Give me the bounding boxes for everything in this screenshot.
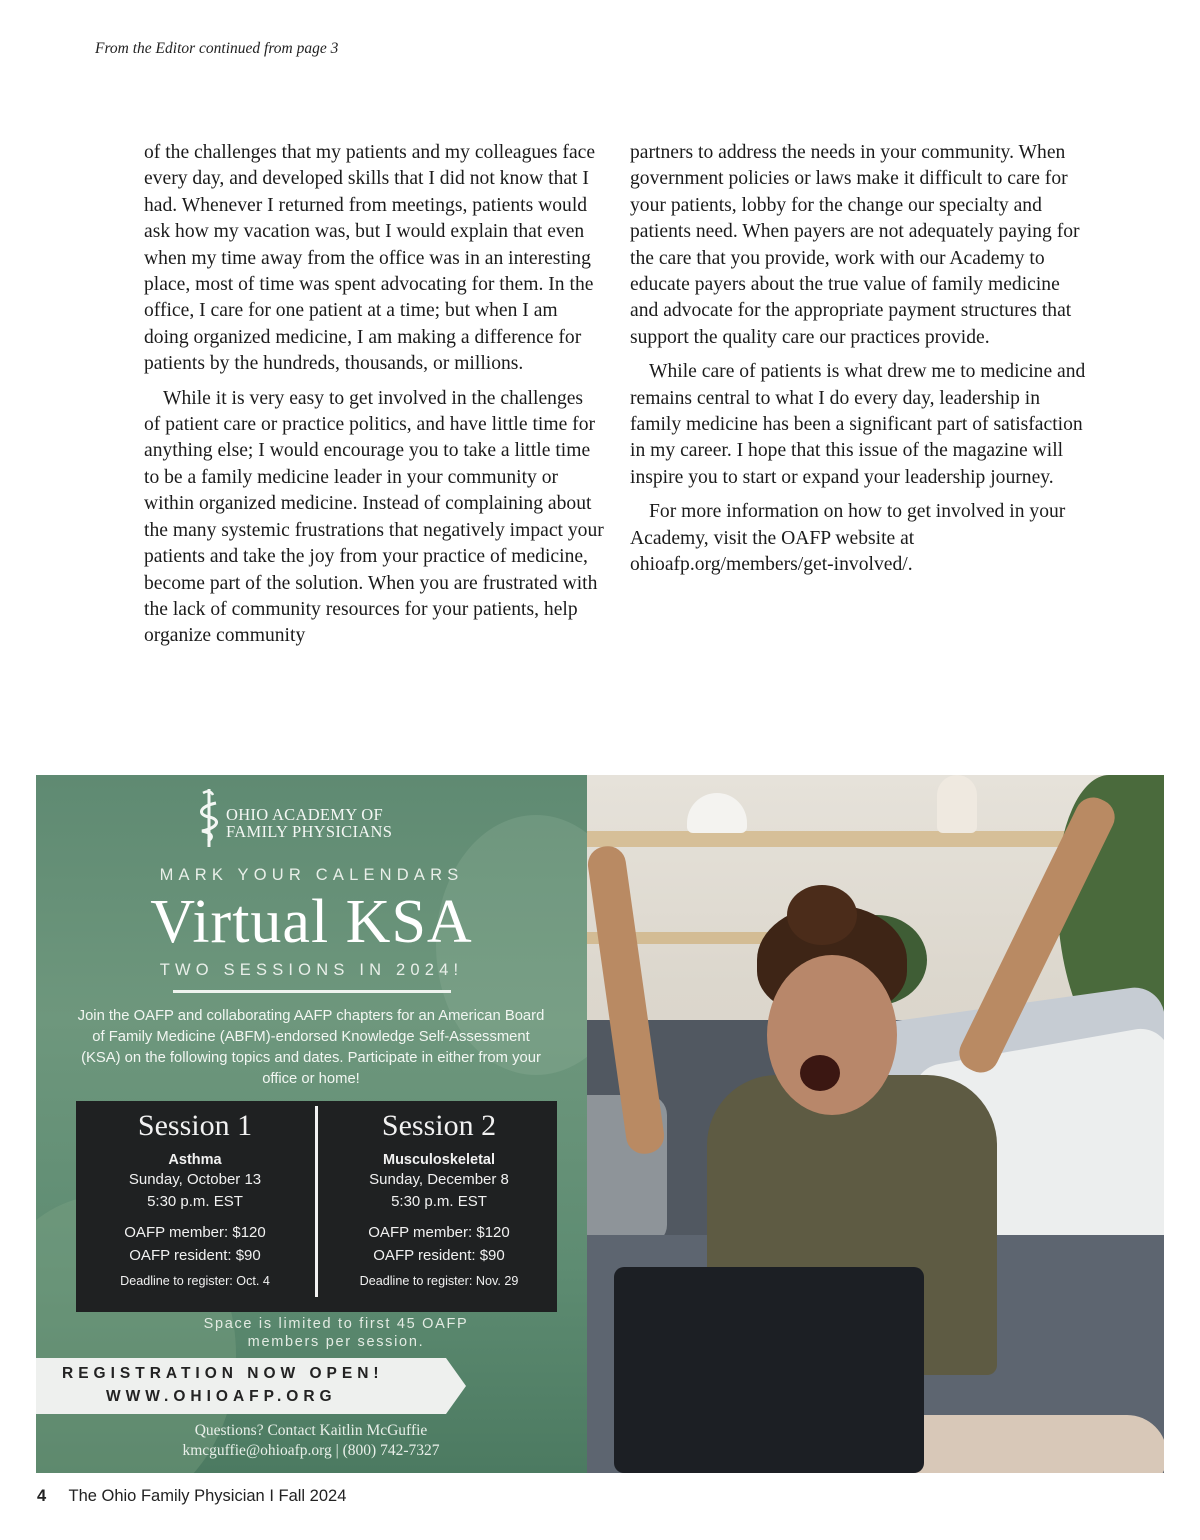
ad-subhead: TWO SESSIONS IN 2024!: [159, 961, 464, 979]
resident-price: OAFP resident: $90: [129, 1247, 261, 1264]
laptop: [614, 1267, 924, 1473]
contact-phone[interactable]: (800) 742-7327: [342, 1442, 440, 1459]
ad-intro: Join the OAFP and collaborating AAFP chapters for an American Board of Family Medicine (ABFM)-endorsed Knowledge Self-Assessment (KSA) on the following topics and dates. Participate in either from your office or home!: [77, 1008, 545, 1087]
paragraph: of the challenges that my patients and my colleagues face every day, and developed skills that I did not know that I had. Whenever I returned from meetings, patients would ask how my vacation was, but I would explain that even when my time away from the office was in an interesting place, most of time was spent advocating for them. In the office, I care for one patient at a time; but when I am doing organized medicine, I am making a difference for patients by the hundreds, thousands, or millions.: [144, 142, 596, 375]
sessions-box: [76, 1101, 557, 1312]
ad-headline: Virtual KSA: [150, 888, 473, 956]
resident-price: OAFP resident: $90: [373, 1247, 505, 1264]
registration-banner: [36, 1358, 446, 1414]
divider: [173, 990, 451, 993]
article-column-right: [630, 140, 1090, 587]
mark-your-calendars: MARK YOUR CALENDARS: [159, 866, 464, 884]
ad-text-panel: [36, 775, 587, 1473]
issue-label: I Fall 2024: [269, 1487, 347, 1505]
session-divider: [315, 1106, 318, 1297]
paragraph: partners to address the needs in your community. When government policies or laws make it difficult to care for your patients, lobby for the change our specialty and patients need. When payers are not adequately paying for the care that you provide, work with our Academy to educate payers about the true value of family medicine and advocate for the appropriate payment structures that support the quality care our practices provide.: [630, 142, 1080, 348]
space-limited-note: Space is limited to first 45 OAFP members per session.: [203, 1316, 469, 1350]
website-link[interactable]: WWW.OHIOAFP.ORG: [106, 1388, 337, 1405]
paragraph: For more information on how to get involved in your Academy, visit the OAFP website at ohioafp.org/members/get-involved/.: [630, 501, 1066, 576]
page-number: 4: [37, 1487, 47, 1505]
logo-text: OHIO ACADEMY OF FAMILY PHYSICIANS: [226, 805, 393, 841]
session-date: Sunday, December 8: [369, 1171, 509, 1188]
virtual-ksa-advertisement: [36, 775, 1164, 1473]
article-column-left: [144, 140, 604, 658]
contact-name: Questions? Contact Kaitlin McGuffie: [194, 1422, 428, 1439]
session-time: 5:30 p.m. EST: [147, 1193, 243, 1210]
caduceus-icon: [194, 787, 224, 849]
register-deadline: Deadline to register: Oct. 4: [120, 1274, 270, 1288]
continued-note: From the Editor continued from page 3: [95, 40, 339, 57]
publication-name: The Ohio Family Physician: [68, 1487, 265, 1505]
paragraph: While it is very easy to get involved in the challenges of patient care or practice politics, and have little time for anything else; I would encourage you to take a little time to be a family medicine leader in your community or within organized medicine. Instead of complaining about the many systemic frustrations that negatively impact your patients and take the joy from your practice of medicine, become part of the solution. When you are frustrated with the lack of community resources for your patients, help organize community: [144, 387, 604, 647]
contact-email[interactable]: kmcguffie@ohioafp.org: [182, 1442, 332, 1459]
session-title: Session 2: [381, 1109, 497, 1142]
member-price: OAFP member: $120: [124, 1224, 266, 1241]
session-date: Sunday, October 13: [128, 1171, 262, 1188]
contact-info: [146, 1421, 476, 1461]
registration-text: REGISTRATION NOW OPEN!: [62, 1365, 384, 1382]
paragraph: While care of patients is what drew me to medicine and remains central to what I do every day, leadership in family medicine has been a significant part of satisfaction in my career. I hope that this issue of the magazine will inspire you to start or expand your leadership journey.: [630, 361, 1086, 488]
session-topic: Asthma: [168, 1152, 222, 1168]
session-2: [320, 1107, 558, 1290]
member-price: OAFP member: $120: [368, 1224, 510, 1241]
oafp-logo: [194, 787, 454, 847]
session-time: 5:30 p.m. EST: [391, 1193, 487, 1210]
session-title: Session 1: [137, 1109, 253, 1142]
ad-photo-excited-woman: [587, 775, 1164, 1473]
session-1: [76, 1107, 314, 1290]
session-topic: Musculoskeletal: [382, 1152, 495, 1168]
register-deadline: Deadline to register: Nov. 29: [359, 1274, 519, 1288]
page-footer: [37, 1487, 346, 1506]
contact-separator: |: [335, 1442, 339, 1459]
